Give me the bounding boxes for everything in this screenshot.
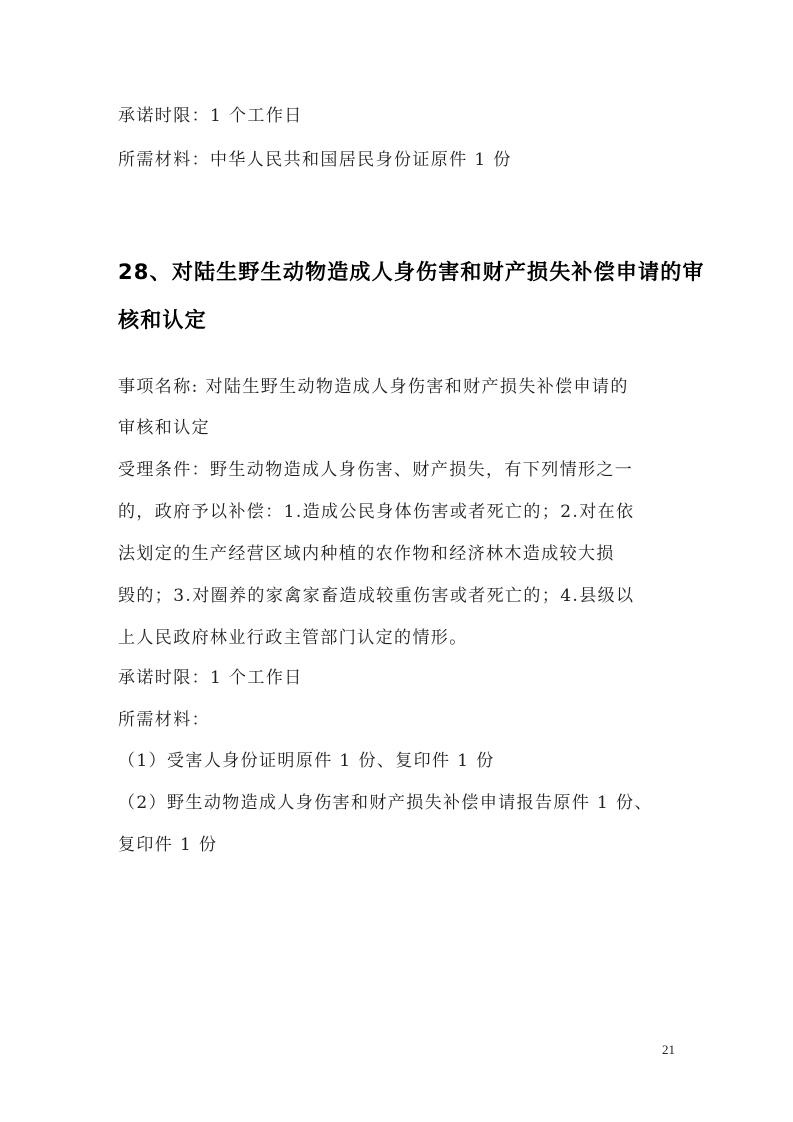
material-item-2-continuation: 复印件 1 份 xyxy=(118,835,218,855)
item-name-line-1: 事项名称: 对陆生野生动物造成人身伤害和财产损失补偿申请的 xyxy=(118,377,629,397)
material-item-2: （2）野生动物造成人身伤害和财产损失补偿申请报告原件 1 份、 xyxy=(118,793,653,813)
page-number: 21 xyxy=(662,1042,675,1057)
material-item-1: （1）受害人身份证明原件 1 份、复印件 1 份 xyxy=(118,751,495,771)
commitment-time-line: 承诺时限：1 个工作日 xyxy=(118,106,303,126)
item-name-line-2: 审核和认定 xyxy=(118,418,210,438)
acceptance-conditions-line-5: 上人民政府林业行政主管部门认定的情形。 xyxy=(118,628,468,648)
section-heading-line-1: 28、对陆生野生动物造成人身伤害和财产损失补偿申请的审 xyxy=(118,260,705,284)
acceptance-conditions-line-3: 法划定的生产经营区域内种植的农作物和经济林木造成较大损 xyxy=(118,544,615,564)
required-materials-line: 所需材料：中华人民共和国居民身份证原件 1 份 xyxy=(118,150,512,170)
acceptance-conditions-line-4: 毁的；3.对圈养的家禽家畜造成较重伤害或者死亡的；4.县级以 xyxy=(118,586,635,606)
acceptance-conditions-line-1: 受理条件：野生动物造成人身伤害、财产损失，有下列情形之一 xyxy=(118,460,634,480)
section-heading-line-2: 核和认定 xyxy=(118,308,207,332)
section-required-materials-label: 所需材料： xyxy=(118,710,210,730)
section-commitment-time-line: 承诺时限：1 个工作日 xyxy=(118,668,303,688)
acceptance-conditions-line-2: 的，政府予以补偿：1.造成公民身体伤害或者死亡的；2.对在依 xyxy=(118,502,635,522)
